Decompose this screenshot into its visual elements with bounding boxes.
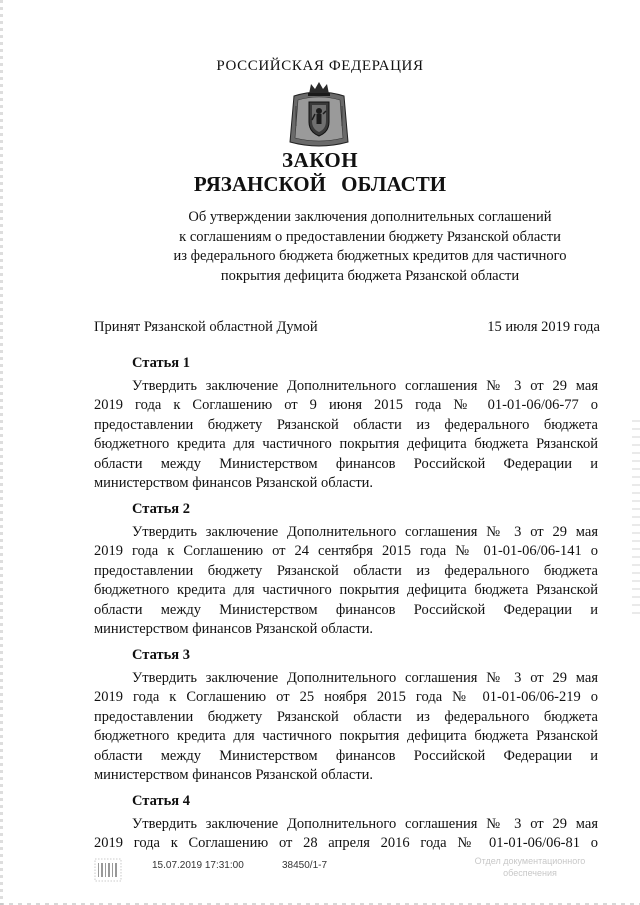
adopted-by: Принят Рязанской областной Думой xyxy=(94,319,318,335)
article-line: 2019 года к Соглашению от 9 июня 2015 года № 01-01-06/06-77 о xyxy=(94,397,598,413)
article-line: Утвердить заключение Дополнительного соглашения № 3 от 29 мая xyxy=(132,523,598,540)
article-line: области между Министерством финансов Российской Федерации и xyxy=(94,601,598,618)
federation-heading: РОССИЙСКАЯ ФЕДЕРАЦИЯ xyxy=(216,58,424,74)
subject-line: из федерального бюджета бюджетных кредитов для частичного xyxy=(173,248,567,264)
article-heading: Статья 2 xyxy=(132,501,190,517)
article-2 xyxy=(94,500,598,640)
article-line: области между Министерством финансов Российской Федерации и xyxy=(94,455,598,472)
article-line: бюджетного кредита для частичного покрытия дефицита бюджета Рязанской xyxy=(94,582,598,598)
article-4 xyxy=(94,792,598,854)
article-1 xyxy=(94,354,598,494)
faint-office-stamp xyxy=(450,855,610,879)
article-heading: Статья 1 xyxy=(132,355,190,371)
scan-edge-left xyxy=(0,0,3,905)
coat-of-arms-icon xyxy=(288,80,350,150)
article-line: Утвердить заключение Дополнительного соглашения № 3 от 29 мая xyxy=(132,815,598,832)
article-line: бюджетного кредита для частичного покрытия дефицита бюджета Рязанской xyxy=(94,728,598,744)
article-heading: Статья 3 xyxy=(132,647,190,663)
scan-edge-right xyxy=(632,420,640,620)
article-line: предоставлении бюджету Рязанской области из федерального бюджета xyxy=(94,416,598,433)
article-line: министерством финансов Рязанской области. xyxy=(94,475,374,491)
article-heading: Статья 4 xyxy=(132,793,190,809)
article-line: предоставлении бюджету Рязанской области из федерального бюджета xyxy=(94,708,598,725)
article-line: 2019 года к Соглашению от 25 ноября 2015 года № 01-01-06/06-219 о xyxy=(94,689,598,705)
article-line: 2019 года к Соглашению от 28 апреля 2016 года № 01-01-06/06-81 о xyxy=(94,835,598,851)
law-title: ЗАКОН xyxy=(281,148,359,172)
subject-line: к соглашениям о предоставлении бюджету Рязанской области xyxy=(179,228,561,245)
article-line: министерством финансов Рязанской области. xyxy=(94,767,374,783)
subject-line: покрытия дефицита бюджета Рязанской области xyxy=(220,267,520,284)
article-line: области между Министерством финансов Российской Федерации и xyxy=(94,747,598,764)
faint-stamp-line: Отдел документационного xyxy=(474,856,586,866)
barcode-stamp-icon xyxy=(94,856,122,884)
subject-line: Об утверждении заключения дополнительных соглашений xyxy=(188,209,552,225)
faint-stamp-line: обеспечения xyxy=(503,868,557,878)
article-line: бюджетного кредита для частичного покрытия дефицита бюджета Рязанской xyxy=(94,436,598,452)
article-line: Утвердить заключение Дополнительного соглашения № 3 от 29 мая xyxy=(132,377,598,394)
article-3 xyxy=(94,646,598,786)
article-line: Утвердить заключение Дополнительного соглашения № 3 от 29 мая xyxy=(132,669,598,686)
article-line: 2019 года к Соглашению от 24 сентября 2015 года № 01-01-06/06-141 о xyxy=(94,543,598,559)
adopted-date: 15 июля 2019 года xyxy=(487,319,600,335)
registration-datetime: 15.07.2019 17:31:00 xyxy=(152,860,244,871)
law-region: РЯЗАНСКОЙ ОБЛАСТИ xyxy=(193,172,447,196)
law-subject xyxy=(140,208,600,286)
article-line: министерством финансов Рязанской области. xyxy=(94,621,374,637)
registration-number: 38450/1-7 xyxy=(282,860,328,871)
article-line: предоставлении бюджету Рязанской области из федерального бюджета xyxy=(94,562,598,579)
